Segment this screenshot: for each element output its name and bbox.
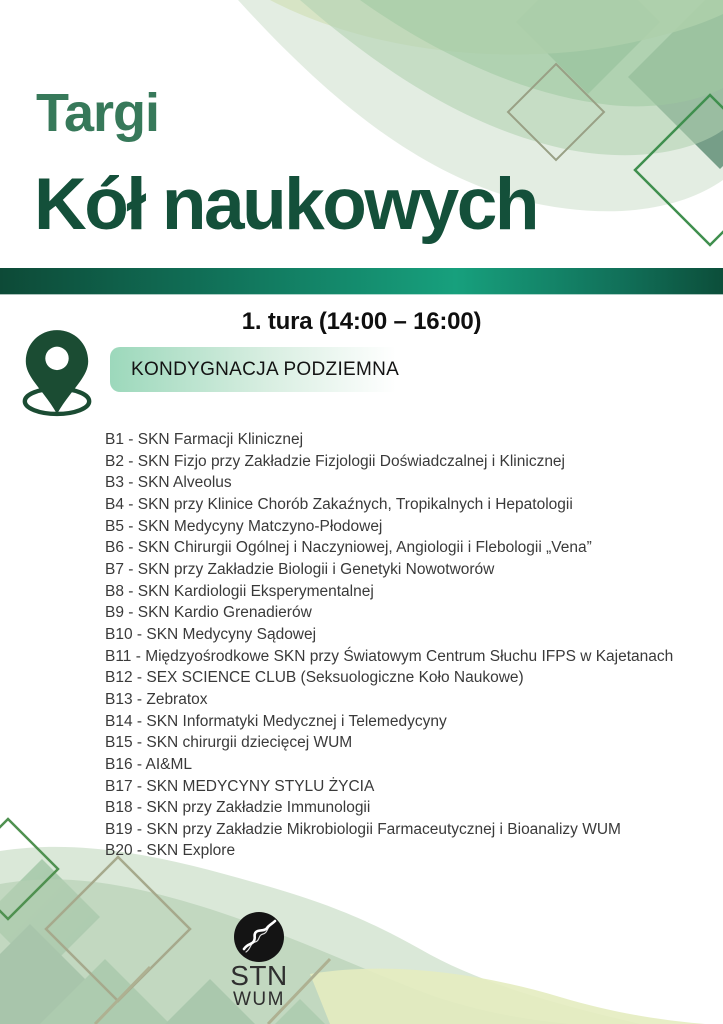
booth-list [105, 429, 673, 862]
list-item: B12 - SEX SCIENCE CLUB (Seksuologiczne Koło Naukowe) [105, 669, 524, 687]
dna-squiggle-icon [234, 912, 284, 962]
list-item: B1 - SKN Farmacji Klinicznej [105, 431, 304, 448]
list-item: B16 - AI&ML [105, 755, 193, 773]
location-pin-icon [18, 327, 96, 419]
page-title-line2: Kół naukowych [34, 164, 537, 245]
list-item: B14 - SKN Informatyki Medycznej i Telemedycyny [105, 712, 447, 730]
list-item: B5 - SKN Medycyny Matczyno-Płodowej [105, 517, 383, 535]
location-badge [110, 347, 400, 392]
logo-text-stn: STN [230, 960, 288, 991]
list-item: B19 - SKN przy Zakładzie Mikrobiologii Farmaceutycznej i Bioanalizy WUM [105, 820, 621, 838]
stn-logo-mark [234, 912, 284, 962]
list-item: B11 - Międzyośrodkowe SKN przy Światowym Centrum Słuchu IFPS w Kajetanach [105, 647, 674, 665]
list-item: B6 - SKN Chirurgii Ogólnej i Naczyniowej, Angiologii i Flebologii „Vena” [105, 539, 592, 557]
list-item: B4 - SKN przy Klinice Chorób Zakaźnych, Tropikalnych i Hepatologii [105, 495, 573, 513]
location-label: KONDYGNACJA PODZIEMNA [131, 359, 400, 380]
list-item: B15 - SKN chirurgii dziecięcej WUM [105, 734, 353, 752]
page-title-line1: Targi [36, 83, 160, 143]
list-item: B7 - SKN przy Zakładzie Biologii i Genetyki Nowotworów [105, 560, 495, 578]
list-item: B17 - SKN MEDYCYNY STYLU ŻYCIA [105, 777, 375, 795]
logo-text-wum: WUM [233, 989, 285, 1010]
list-item: B2 - SKN Fizjo przy Zakładzie Fizjologii Doświadczalnej i Klinicznej [105, 452, 565, 470]
list-item: B9 - SKN Kardio Grenadierów [105, 604, 312, 622]
list-item: B3 - SKN Alveolus [105, 474, 232, 492]
list-item: B10 - SKN Medycyny Sądowej [105, 625, 317, 643]
list-item: B18 - SKN przy Zakładzie Immunologii [105, 799, 371, 817]
list-item: B20 - SKN Explore [105, 842, 236, 860]
list-item: B13 - Zebratox [105, 690, 208, 708]
divider-bar [0, 268, 723, 295]
list-item: B8 - SKN Kardiologii Eksperymentalnej [105, 582, 374, 600]
session-heading: 1. tura (14:00 – 16:00) [241, 308, 482, 335]
